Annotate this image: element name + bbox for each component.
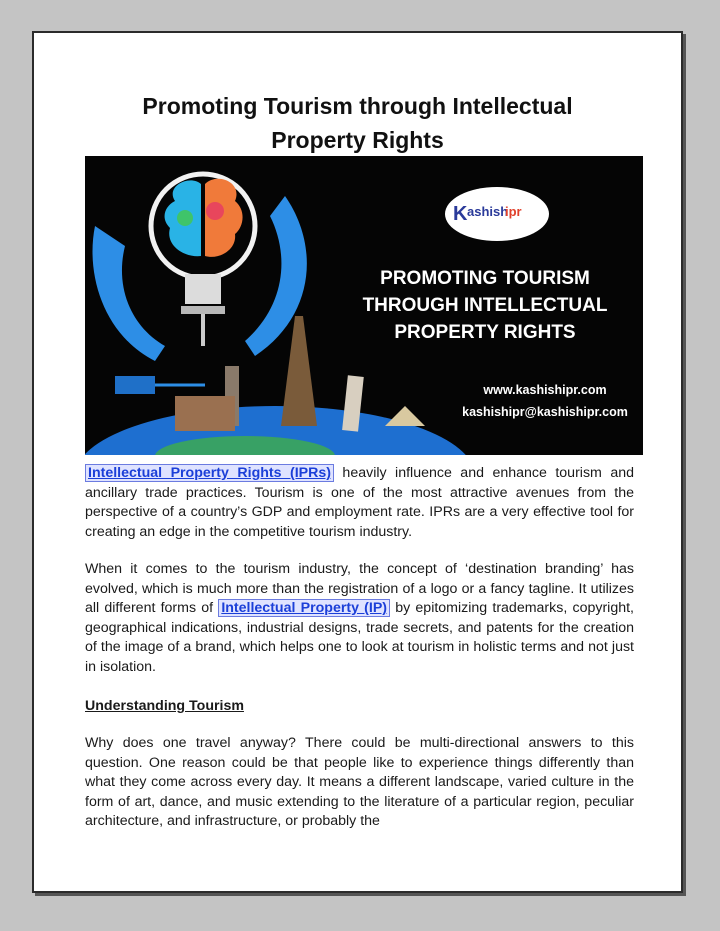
paragraph-1: [85, 464, 634, 542]
logo-text-main: ashish: [467, 204, 509, 219]
hero-illustration: [85, 156, 643, 455]
paragraph-1-text: heavily influence and enhance tourism and ancillary trade practices. Tourism is one of the most attractive avenues from the perspective of a country’s GDP and employment rate. IPRs are a very effective tool for creating an edge in the competitive tourism industry.: [85, 465, 634, 540]
logo-initial: K: [453, 203, 468, 225]
paragraph-2: [85, 560, 634, 678]
hero-headline-1: PROMOTING TOURISM: [380, 268, 590, 289]
section-heading: Understanding Tourism: [85, 698, 244, 714]
ipr-link[interactable]: Intellectual Property Rights (IPRs): [85, 464, 334, 482]
document-page: [32, 31, 683, 893]
paragraph-3: Why does one travel anyway? There could be multi-directional answers to this question. One reason could be that people like to experience things differently than what they come across every day. It means a different landscape, varied culture in the form of art, dance, and music extending to the literature of a particular region, peculiar architecture, and infrastructure, or probably the: [85, 735, 634, 830]
hero-email: kashishipr@kashishipr.com: [462, 405, 628, 419]
paragraph-2-text-after: by epitomizing trademarks, copyright, geographical indications, industrial designs, trade secrets, and patents for the creation of the image of a brand, which helps one to look at tourism in holistic terms and not just in isolation.: [85, 600, 634, 675]
hero-headline-3: PROPERTY RIGHTS: [394, 322, 576, 343]
page-title: [34, 89, 681, 157]
paragraph-2-text-before: When it comes to the tourism industry, the concept of ‘destination branding’ has evolved, which is much more than the registration of a logo or a fancy tagline. It utilizes all different forms of: [85, 561, 634, 617]
ip-link[interactable]: Intellectual Property (IP): [218, 599, 390, 617]
logo-text-accent: ipr: [505, 204, 522, 219]
hero-banner-image: [85, 156, 643, 455]
title-line-2: Property Rights: [271, 127, 444, 153]
hero-website: www.kashishipr.com: [483, 383, 607, 397]
hero-headline-2: THROUGH INTELLECTUAL: [362, 295, 608, 316]
title-line-1: Promoting Tourism through Intellectual: [142, 93, 573, 119]
